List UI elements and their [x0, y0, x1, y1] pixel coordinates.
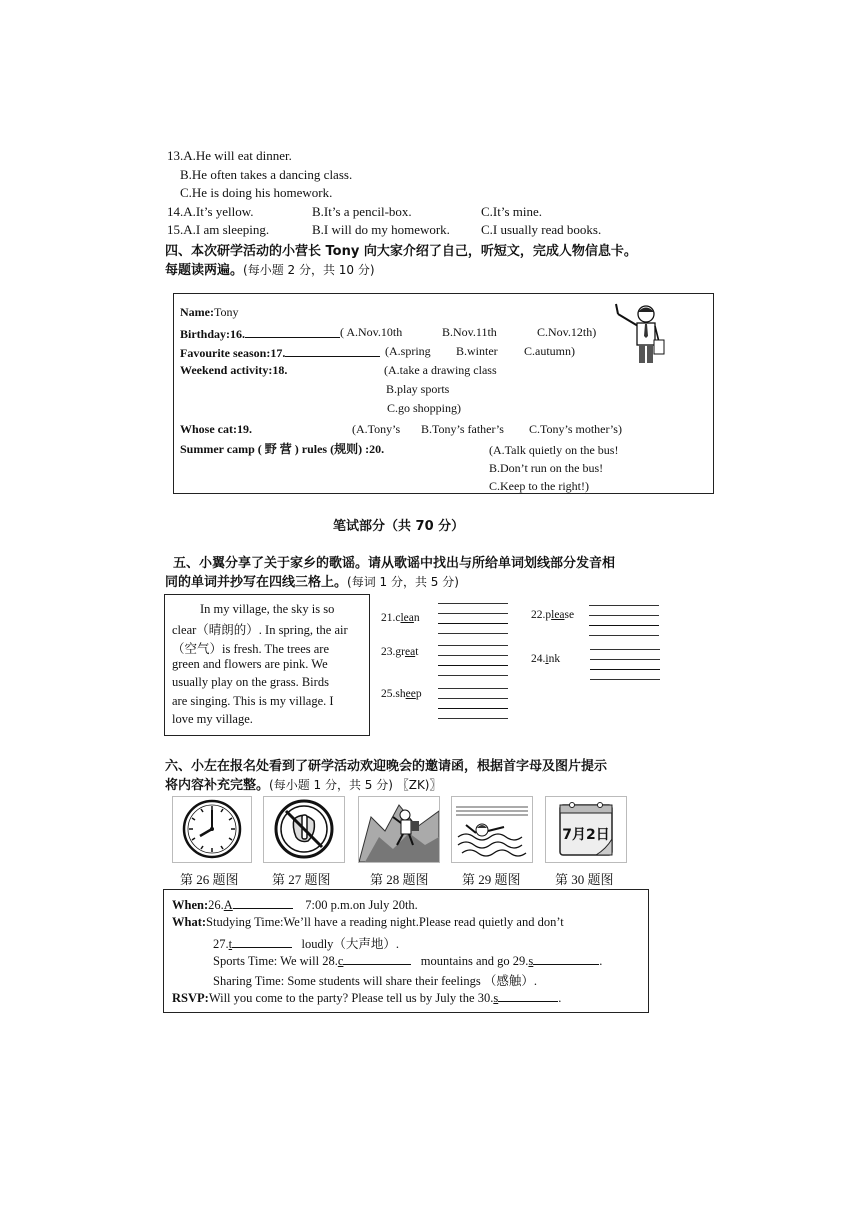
cat-option-c: C.Tony’s mother’s) — [529, 422, 622, 436]
weekend-label: Weekend activity:18. — [180, 363, 288, 377]
q27-row: 27.t loudly（大声地）. — [213, 937, 400, 951]
name-row: Name:Tony — [180, 305, 239, 319]
poem-line: clear（晴朗的）. In spring, the air — [172, 623, 348, 637]
season-option-b: B.winter — [456, 344, 498, 358]
caption-26: 第 26 题图 — [180, 872, 239, 887]
q24-word: 24.ink — [531, 653, 561, 665]
poem-box — [164, 594, 370, 736]
caption-28: 第 28 题图 — [370, 872, 429, 887]
section6-subtitle — [165, 774, 442, 793]
q22-four-line-grid[interactable] — [589, 605, 659, 635]
poem-line: usually play on the grass. Birds — [172, 675, 329, 689]
q23-word: 23.great — [381, 646, 419, 658]
q21-four-line-grid[interactable] — [438, 603, 508, 633]
q14-option-c: C.It’s mine. — [481, 204, 543, 219]
section5-subtitle — [165, 571, 459, 590]
invitation-box — [163, 889, 649, 1013]
poem-line: love my village. — [172, 712, 253, 726]
q14-option-a: 14.A.It’s yellow. — [167, 204, 254, 219]
rules-option-a: (A.Talk quietly on the bus! — [489, 443, 619, 457]
q13-option-a: 13.A.He will eat dinner. — [167, 148, 292, 163]
sharing-row: Sharing Time: Some students will share their feelings （感触）. — [213, 974, 537, 988]
q13-option-c: C.He is doing his homework. — [180, 185, 333, 200]
rules-option-c: C.Keep to the right!) — [489, 479, 589, 493]
section6-instruction: 将内容补充完整。 — [165, 778, 270, 793]
season-option-c: C.autumn) — [524, 344, 575, 358]
q25-word: 25.sheep — [381, 688, 422, 700]
q25-four-line-grid[interactable] — [438, 688, 508, 718]
section4-title: 四、本次研学活动的小营长 Tony 向大家介绍了自己，听短文，完成人物信息卡。 — [165, 244, 637, 259]
picture-26 — [172, 796, 252, 863]
q15-option-a: 15.A.I am sleeping. — [167, 222, 270, 237]
section4-instruction: 每题读两遍。 — [165, 263, 244, 278]
birthday-row: Birthday:16. — [180, 325, 340, 342]
tony-boy-illustration — [606, 300, 668, 366]
q14-option-b: B.It’s a pencil-box. — [312, 204, 412, 219]
picture-28 — [358, 796, 440, 863]
rsvp-row: RSVP:Will you come to the party? Please tell us by July the 30.s . — [172, 991, 562, 1005]
caption-27: 第 27 题图 — [272, 872, 331, 887]
birthday-option-b: B.Nov.11th — [442, 325, 497, 339]
q26-blank[interactable] — [233, 896, 293, 909]
q28-blank[interactable] — [343, 952, 411, 965]
section5-score-note: (每词 1 分，共 5 分) — [347, 575, 459, 589]
picture-27 — [263, 796, 345, 863]
q30-blank[interactable] — [498, 989, 558, 1002]
q15-option-b: B.I will do my homework. — [312, 222, 450, 237]
q27-blank[interactable] — [232, 935, 292, 948]
caption-29: 第 29 题图 — [462, 872, 521, 887]
poem-line: In my village, the sky is so — [200, 602, 335, 616]
rules-label: Summer camp ( 野 营 ) rules (规则) :20. — [180, 442, 385, 456]
calendar-date-text: 7月2日 — [562, 827, 610, 843]
cat-option-a: (A.Tony’s — [352, 422, 401, 436]
picture-29 — [451, 796, 533, 863]
climbing-mountain-icon — [359, 797, 439, 862]
poem-line: are singing. This is my village. I — [172, 694, 334, 708]
what-row: What:Studying Time:We’ll have a reading night.Please read quietly and don’t — [172, 915, 564, 929]
poem-line: （空气）is fresh. The trees are — [172, 642, 330, 656]
birthday-option-c: C.Nov.12th) — [537, 325, 597, 339]
caption-30: 第 30 题图 — [555, 872, 614, 887]
q17-blank[interactable] — [285, 344, 380, 357]
section4-subtitle — [165, 259, 375, 278]
section6-score-note: (每小题 1 分，共 5 分) 〖ZK)〗 — [269, 778, 442, 792]
rules-option-b: B.Don’t run on the bus! — [489, 461, 604, 475]
section4-score-note: (每小题 2 分，共 10 分) — [243, 263, 375, 277]
q24-four-line-grid[interactable] — [590, 649, 660, 679]
section6-title: 六、小左在报名处看到了研学活动欢迎晚会的邀请函，根据首字母及图片提示 — [165, 759, 608, 774]
calendar-icon — [546, 797, 626, 862]
written-part-title: 笔试部分（共 70 分） — [333, 519, 465, 534]
cat-label: Whose cat:19. — [180, 422, 252, 436]
q15-option-c: C.I usually read books. — [481, 222, 602, 237]
q23-four-line-grid[interactable] — [438, 645, 508, 675]
picture-30 — [545, 796, 627, 863]
sports-row: Sports Time: We will 28.c mountains and go 29.s . — [213, 954, 603, 968]
cat-option-b: B.Tony’s father’s — [421, 422, 504, 436]
swimming-icon — [452, 797, 532, 862]
when-row: When:26.A 7:00 p.m.on July 20th. — [172, 898, 418, 912]
q22-word: 22.please — [531, 609, 575, 621]
q21-word: 21.clean — [381, 612, 420, 624]
clock-icon — [173, 797, 251, 862]
poem-line: green and flowers are pink. We — [172, 657, 328, 671]
weekend-option-c: C.go shopping) — [387, 401, 462, 415]
section5-title: 五、小翼分享了关于家乡的歌谣。请从歌谣中找出与所给单词划线部分发音相 — [173, 556, 616, 571]
weekend-option-a: (A.take a drawing class — [384, 363, 497, 377]
season-row: Favourite season:17. — [180, 344, 380, 361]
q16-blank[interactable] — [245, 325, 340, 338]
season-option-a: (A.spring — [385, 344, 431, 358]
weekend-option-b: B.play sports — [386, 382, 450, 396]
info-card — [173, 293, 714, 494]
birthday-option-a: ( A.Nov.10th — [340, 325, 403, 339]
quiet-sign-icon — [264, 797, 344, 862]
section5-instruction: 同的单词并抄写在四线三格上。 — [165, 575, 348, 590]
q29-blank[interactable] — [533, 952, 599, 965]
q13-option-b: B.He often takes a dancing class. — [180, 167, 353, 182]
